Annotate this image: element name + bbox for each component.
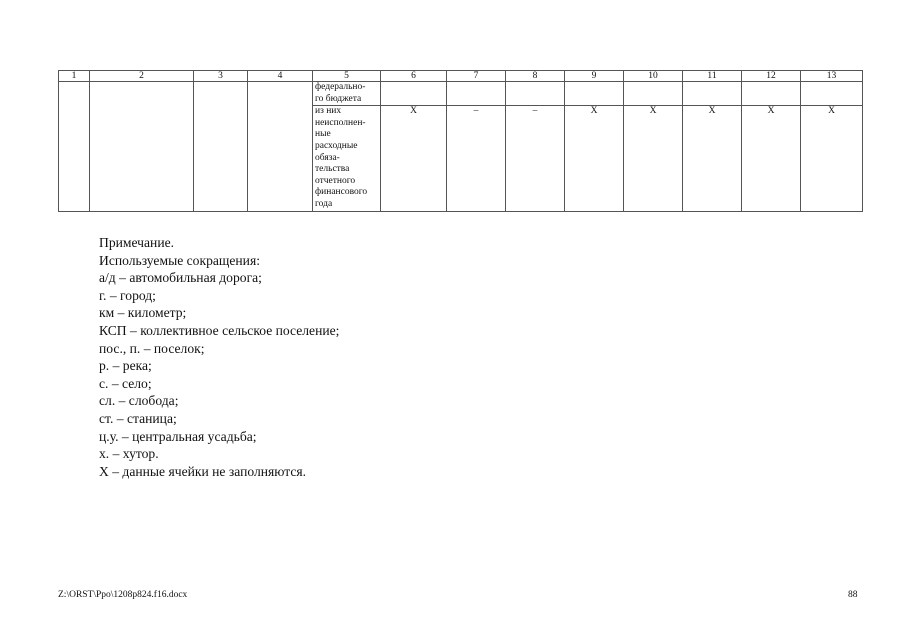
table-cell <box>506 82 565 106</box>
table-cell: X <box>381 106 447 211</box>
column-number: 13 <box>801 71 863 82</box>
column-number: 5 <box>313 71 381 82</box>
abbreviation-line: р. – река; <box>99 358 152 374</box>
page-number: 88 <box>848 590 858 600</box>
table-cell: X <box>624 106 683 211</box>
column-number: 9 <box>565 71 624 82</box>
table-cell: X <box>742 106 801 211</box>
abbreviation-line: км – километр; <box>99 305 187 321</box>
table-cell: X <box>565 106 624 211</box>
row-label-line: из них <box>315 106 342 117</box>
column-number: 11 <box>683 71 742 82</box>
table-cell <box>565 82 624 106</box>
row-label-line: отчетного <box>315 175 356 186</box>
table-cell <box>59 82 90 212</box>
table-cell: X <box>683 106 742 211</box>
table-cell <box>381 82 447 106</box>
row-label-line: ные <box>315 129 331 140</box>
abbreviation-line: X – данные ячейки не заполняются. <box>99 463 307 479</box>
row-label-line: го бюджета <box>315 93 362 104</box>
row-label-cell <box>313 82 381 106</box>
table-cell <box>683 82 742 106</box>
column-number: 4 <box>248 71 313 82</box>
column-number: 10 <box>624 71 683 82</box>
abbreviation-line: пос., п. – поселок; <box>99 340 205 356</box>
note-subheading: Используемые сокращения: <box>99 252 260 268</box>
column-number: 12 <box>742 71 801 82</box>
table-cell <box>742 82 801 106</box>
abbreviation-line: ст. – станица; <box>99 410 177 426</box>
row-label-line: федерально- <box>315 82 366 92</box>
row-label-line: года <box>315 198 333 209</box>
column-number: 7 <box>447 71 506 82</box>
abbreviation-line: а/д – автомобильная дорога; <box>99 270 262 286</box>
table-cell <box>801 82 863 106</box>
abbreviation-line: г. – город; <box>99 287 156 303</box>
abbreviation-line: ц.у. – центральная усадьба; <box>99 428 257 444</box>
column-number: 3 <box>194 71 248 82</box>
footer-file-path: Z:\ORST\Ppo\1208p824.f16.docx <box>58 590 188 600</box>
column-number: 2 <box>90 71 194 82</box>
table-cell <box>90 82 194 212</box>
row-label-line: неисполнен- <box>315 117 366 128</box>
row-label-line: финансового <box>315 187 368 198</box>
abbreviation-line: с. – село; <box>99 375 152 391</box>
row-label-line: расходные <box>315 140 358 151</box>
table-cell <box>248 82 313 212</box>
abbreviation-line: х. – хутор. <box>99 446 159 462</box>
row-label-line: обяза- <box>315 152 340 163</box>
table-cell: X <box>801 106 863 211</box>
column-number: 8 <box>506 71 565 82</box>
table-cell: – <box>506 106 565 211</box>
note-heading: Примечание. <box>99 235 175 250</box>
row-label-line: тельства <box>315 164 350 175</box>
table-cell <box>624 82 683 106</box>
table-row <box>59 82 863 106</box>
table-cell: – <box>447 106 506 211</box>
column-number-row <box>59 71 863 82</box>
row-label-cell <box>313 106 381 211</box>
column-number: 1 <box>59 71 90 82</box>
table-cell <box>194 82 248 212</box>
table-cell <box>447 82 506 106</box>
abbreviation-line: КСП – коллективное сельское поселение; <box>99 322 340 338</box>
data-table <box>58 70 863 212</box>
column-number: 6 <box>381 71 447 82</box>
abbreviation-line: сл. – слобода; <box>99 393 179 409</box>
abbreviations-note <box>99 234 339 480</box>
